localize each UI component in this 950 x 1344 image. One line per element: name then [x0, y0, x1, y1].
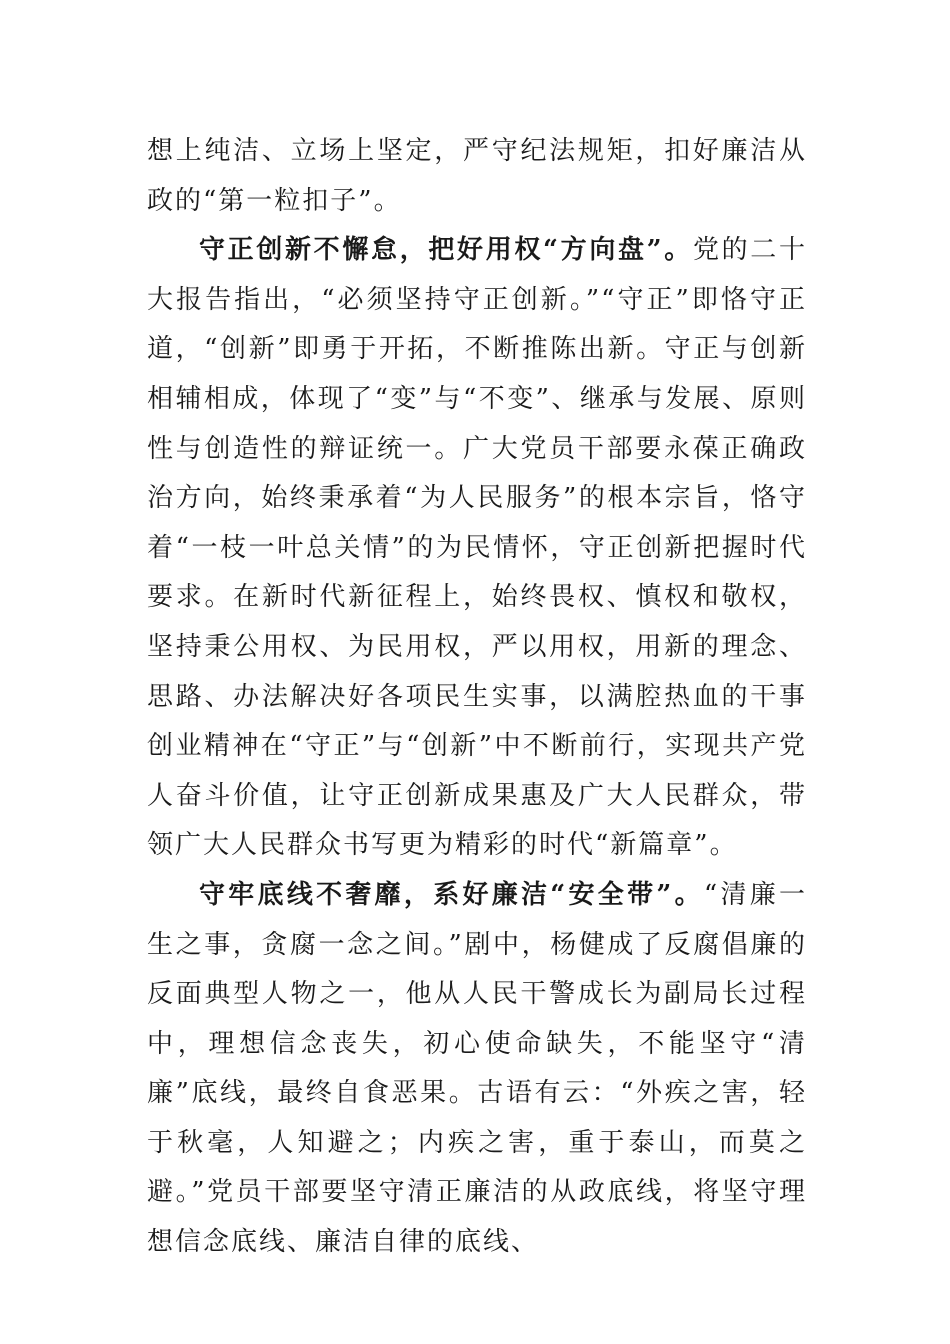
paragraph-heading: 守牢底线不奢靡，系好廉洁“安全带”。: [199, 879, 704, 910]
paragraph-text: “清廉一生之事，贪腐一念之间。”剧中，杨健成了反腐倡廉的反面典型人物之一，他从人民干警成长为副局长过程中，理想信念丧失，初心使命缺失，不能坚守“清廉”底线，最终自食恶果。古语有云：“外疾之害，轻于秋毫，人知避之；内疾之害，重于泰山，而莫之避。”党员干部要坚守清正廉洁的从政底线，将坚守理想信念底线、廉洁自律的底线、: [147, 879, 807, 1258]
paragraph-continuation: [147, 127, 807, 226]
paragraph-text: 党的二十大报告指出，“必须坚持守正创新。”“守正”即恪守正道，“创新”即勇于开拓，不断推陈出新。守正与创新相辅相成，体现了“变”与“不变”、继承与发展、原则性与创造性的辩证统一。广大党员干部要永葆正确政治方向，始终秉承着“为人民服务”的根本宗旨，恪守着“一枝一叶总关情”的为民情怀，守正创新把握时代要求。在新时代新征程上，始终畏权、慎权和敬权，坚持秉公用权、为民用权，严以用权，用新的理念、思路、办法解决好各项民生实事，以满腔热血的干事创业精神在“守正”与“创新”中不断前行，实现共产党人奋斗价值，让守正创新成果惠及广大人民群众，带领广大人民群众书写更为精彩的时代“新篇章”。: [147, 235, 807, 861]
paragraph-text: 想上纯洁、立场上坚定，严守纪法规矩，扣好廉洁从政的“第一粒扣子”。: [147, 136, 807, 216]
paragraph-hold-bottom-line: [147, 871, 807, 1268]
paragraph-uphold-innovation: [147, 226, 807, 871]
paragraph-heading: 守正创新不懈怠，把好用权“方向盘”。: [199, 235, 693, 266]
document-body: [147, 127, 807, 1268]
